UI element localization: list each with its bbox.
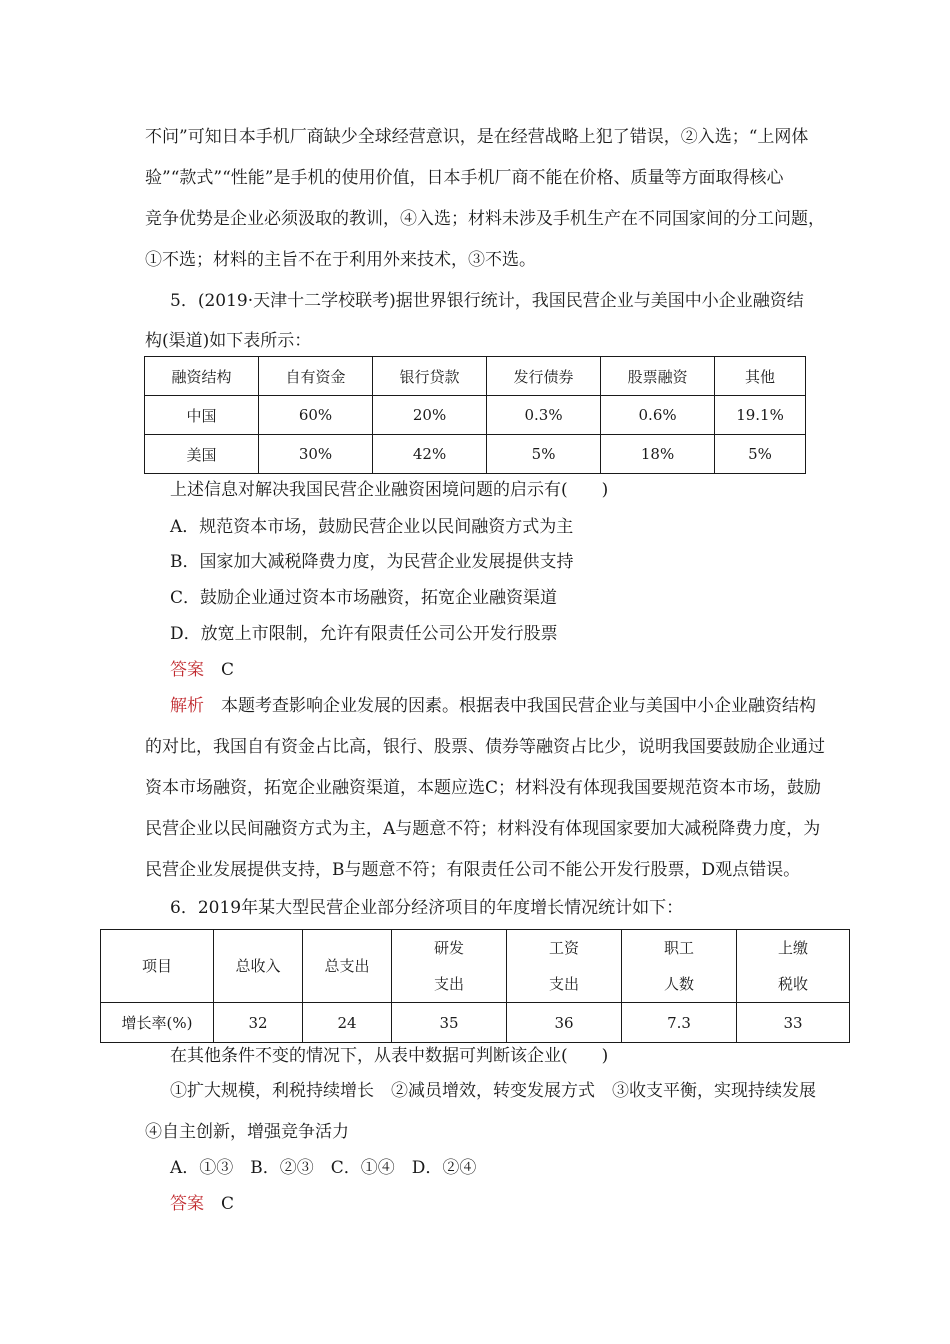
option-a: A．规范资本市场，鼓励民营企业以民间融资方式为主	[170, 517, 574, 537]
header-line: 税收	[777, 975, 808, 993]
header-line: 工资	[548, 939, 579, 957]
answer-label: 答案	[170, 1194, 204, 1214]
statement-line: ①扩大规模，利税持续增长 ②减员增效，转变发展方式 ③收支平衡，实现持续发展	[170, 1081, 816, 1101]
table-cell: 20%	[373, 396, 487, 435]
analysis-line: 民营企业发展提供支持，B与题意不符；有限责任公司不能公开发行股票，D观点错误。	[145, 860, 801, 880]
table-cell: 18%	[601, 435, 715, 474]
table-cell: 中国	[145, 396, 259, 435]
analysis-line: 的对比，我国自有资金占比高，银行、股票、债券等融资占比少，说明我国要鼓励企业通过	[145, 737, 825, 757]
option-d: D．放宽上市限制，允许有限责任公司公开发行股票	[170, 624, 558, 644]
analysis-first-line	[170, 695, 816, 717]
answer-label: 答案	[170, 660, 204, 680]
table-cell: 35	[392, 1003, 507, 1043]
table-cell: 30%	[259, 435, 373, 474]
table-header-cell: 总收入	[214, 930, 303, 1003]
paragraph-line: 竞争优势是企业必须汲取的教训，④入选；材料未涉及手机生产在不同国家间的分工问题，	[145, 209, 825, 229]
question-6-stem: 6．2019年某大型民营企业部分经济项目的年度增长情况统计如下：	[170, 898, 684, 918]
answer-row	[170, 659, 234, 681]
statement-line: ④自主创新，增强竞争活力	[145, 1122, 349, 1142]
table-header-cell: 自有资金	[259, 357, 373, 396]
analysis-text: 本题考查影响企业发展的因素。根据表中我国民营企业与美国中小企业融资结构	[221, 696, 816, 716]
table-cell: 19.1%	[715, 396, 806, 435]
question-5-prompt: 上述信息对解决我国民营企业融资困境问题的启示有( )	[170, 480, 609, 500]
table-row	[101, 1003, 850, 1043]
paragraph-line: 验”“款式”“性能”是手机的使用价值，日本手机厂商不能在价格、质量等方面取得核心	[145, 168, 784, 188]
table-cell: 0.6%	[601, 396, 715, 435]
table-cell: 32	[214, 1003, 303, 1043]
table-header-cell	[737, 930, 850, 1003]
table-cell: 5%	[487, 435, 601, 474]
table-header-cell: 项目	[101, 930, 214, 1003]
table-cell: 33	[737, 1003, 850, 1043]
question-6-options: A．①③ B．②③ C．①④ D．②④	[170, 1158, 477, 1178]
table-cell: 60%	[259, 396, 373, 435]
table-header-cell: 总支出	[303, 930, 392, 1003]
table-cell: 美国	[145, 435, 259, 474]
question-6-prompt: 在其他条件不变的情况下，从表中数据可判断该企业( )	[170, 1046, 609, 1066]
table-header-cell: 融资结构	[145, 357, 259, 396]
header-line: 人数	[663, 975, 694, 993]
table-header-row	[145, 357, 806, 396]
answer-value: C	[221, 660, 235, 680]
table-cell: 42%	[373, 435, 487, 474]
table-cell: 0.3%	[487, 396, 601, 435]
answer-row	[170, 1193, 234, 1215]
header-line: 职工	[663, 939, 694, 957]
growth-table	[100, 929, 850, 1043]
option-c: C．鼓励企业通过资本市场融资，拓宽企业融资渠道	[170, 588, 558, 608]
table-cell: 36	[507, 1003, 622, 1043]
header-line: 支出	[548, 975, 579, 993]
header-line: 上缴	[777, 939, 808, 957]
table-cell: 24	[303, 1003, 392, 1043]
analysis-line: 民营企业以民间融资方式为主，A与题意不符；材料没有体现国家要加大减税降费力度，为	[145, 819, 821, 839]
analysis-line: 资本市场融资，拓宽企业融资渠道，本题应选C；材料没有体现我国要规范资本市场，鼓励	[145, 778, 822, 798]
table-header-cell	[392, 930, 507, 1003]
option-b: B．国家加大减税降费力度，为民营企业发展提供支持	[170, 552, 574, 572]
table-header-cell	[507, 930, 622, 1003]
table-header-cell: 发行债券	[487, 357, 601, 396]
question-5-stem: 构(渠道)如下表所示：	[145, 331, 312, 351]
table-row	[145, 435, 806, 474]
table-header-cell: 银行贷款	[373, 357, 487, 396]
header-line: 研发	[433, 939, 464, 957]
financing-table	[144, 356, 806, 474]
table-row	[145, 396, 806, 435]
paragraph-line: ①不选；材料的主旨不在于利用外来技术，③不选。	[145, 250, 536, 270]
paragraph-line: 不问”可知日本手机厂商缺少全球经营意识，是在经营战略上犯了错误，②入选；“上网体	[145, 127, 809, 147]
answer-value: C	[221, 1194, 235, 1214]
table-header-row	[101, 930, 850, 1003]
table-cell: 7.3	[622, 1003, 737, 1043]
table-header-cell: 股票融资	[601, 357, 715, 396]
table-cell: 增长率(%)	[101, 1003, 214, 1043]
table-header-cell	[622, 930, 737, 1003]
header-line: 支出	[433, 975, 464, 993]
question-5-stem: 5．(2019·天津十二学校联考)据世界银行统计，我国民营企业与美国中小企业融资结	[170, 291, 804, 311]
table-header-cell: 其他	[715, 357, 806, 396]
analysis-label: 解析	[170, 696, 204, 716]
table-cell: 5%	[715, 435, 806, 474]
